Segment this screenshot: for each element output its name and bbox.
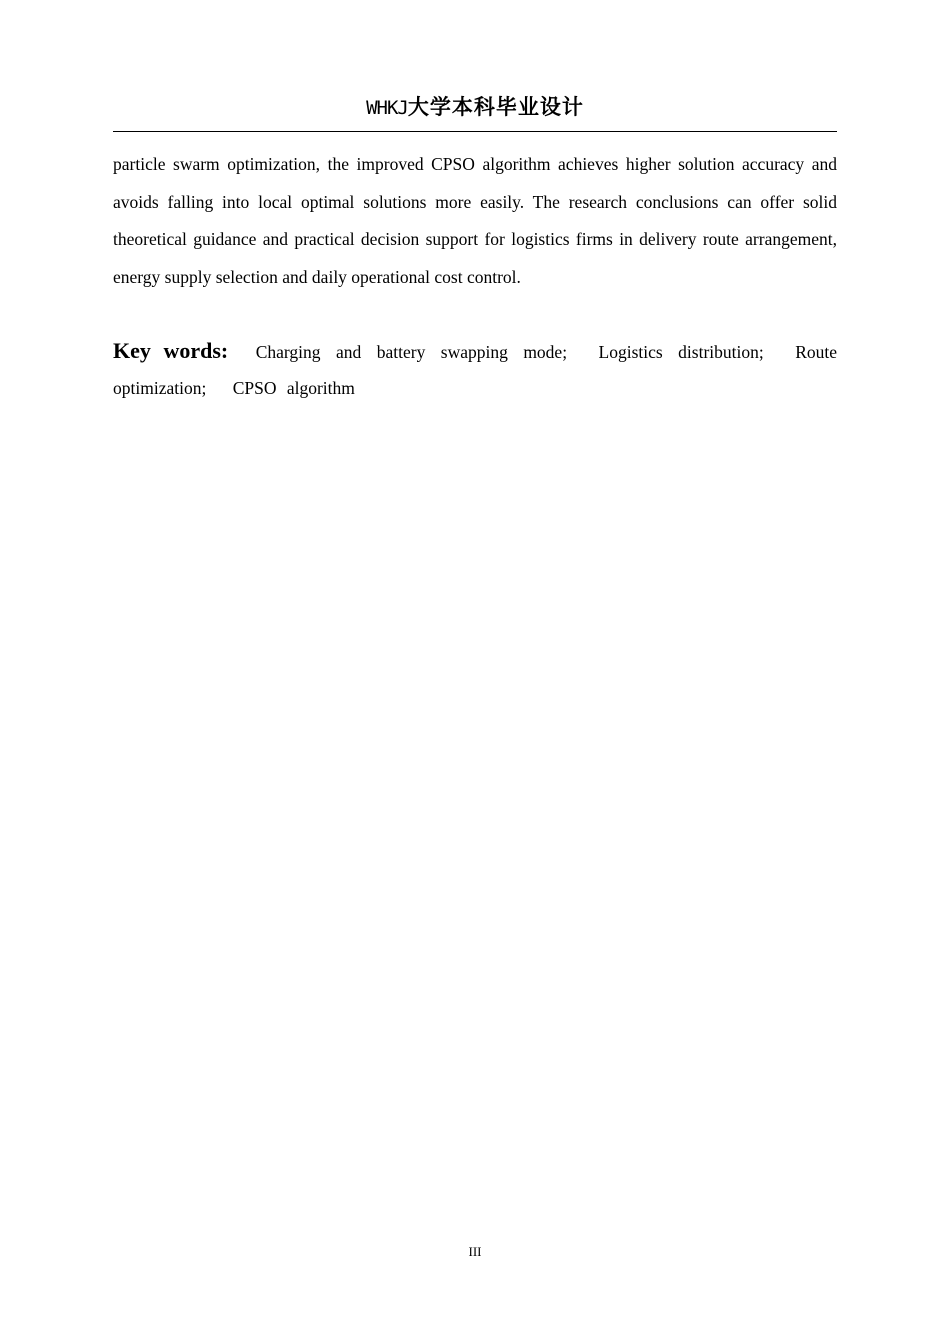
keyword-item: CPSO algorithm	[232, 378, 355, 398]
header-divider	[113, 131, 837, 132]
keyword-item: Logistics distribution;	[598, 342, 764, 362]
header-latin-text: WHKJ	[366, 97, 408, 119]
keyword-item: Route optimization;	[113, 342, 838, 398]
keyword-item: Charging and battery swapping mode;	[255, 342, 568, 362]
running-header	[113, 94, 837, 121]
keywords-label: Key words:	[113, 338, 229, 363]
header-cjk-text: 大学本科毕业设计	[407, 95, 584, 119]
keywords-section	[113, 333, 837, 406]
abstract-paragraph: particle swarm optimization, the improved CPSO algorithm achieves higher solution accuracy and avoids falling into local optimal solutions more easily. The research conclusions can offer solid theoretical guidance and practical decision support for logistics firms in delivery route arrangement, energy supply selection and daily operational cost control.	[113, 154, 837, 287]
page-number: III	[468, 1244, 482, 1259]
